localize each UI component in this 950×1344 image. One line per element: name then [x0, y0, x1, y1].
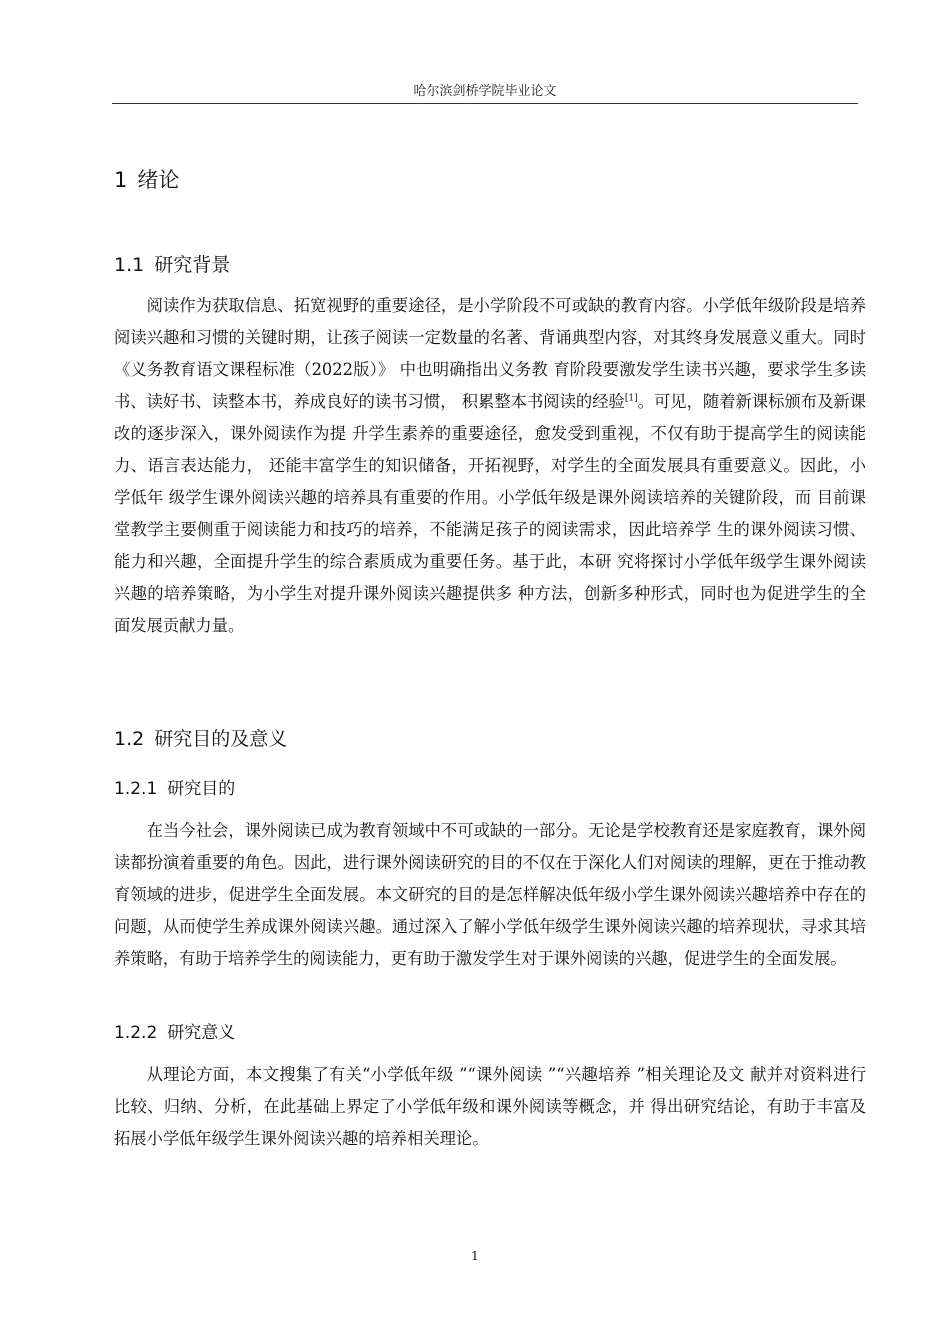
background-paragraph — [114, 290, 866, 642]
running-header: 哈尔滨剑桥学院毕业论文 — [413, 84, 557, 99]
subsection-number: 1.2.1 — [114, 779, 158, 799]
subsection-heading-1-2-1 — [114, 774, 235, 799]
chapter-title: 绪论 — [137, 168, 180, 192]
purpose-paragraph: 在当今社会，课外阅读已成为教育领域中不可或缺的一部分。无论是学校教育还是家庭教育，课外阅读都扮演着重要的角色。因此，进行课外阅读研究的目的不仅在于深化人们对阅读的理解，更在于推动教育领域的进步，促进学生全面发展。本文研究的目的是怎样解决低年级小学生课外阅读兴趣培养中存在的问题，从而使学生养成课外阅读兴趣。通过深入了解小学低年级学生课外阅读兴趣的培养现状，寻求其培养策略，有助于培养学生的阅读能力，更有助于激发学生对于课外阅读的兴趣，促进学生的全面发展。 — [114, 821, 866, 968]
page-number: 1 — [471, 1249, 479, 1263]
section-heading-1-1 — [114, 250, 230, 277]
subsection-title: 研究目的 — [167, 779, 236, 799]
subsection-heading-1-2-2 — [114, 1018, 235, 1043]
section-number: 1.1 — [114, 254, 145, 276]
citation-reference: [1] — [624, 393, 638, 404]
section-number: 1.2 — [114, 728, 145, 750]
subsection-title: 研究意义 — [167, 1023, 236, 1043]
subsection-number: 1.2.2 — [114, 1023, 158, 1043]
section-title: 研究背景 — [154, 254, 231, 276]
section-title: 研究目的及意义 — [154, 728, 288, 750]
background-text-part1: 阅读作为获取信息、拓宽视野的重要途径，是小学阶段不可或缺的教育内容。小学低年级阶段是培养阅读兴趣和习惯的关键时期，让孩子阅读一定数量的名著、背诵典型内容，对其终身发展意义重大。同时《义务教育语文课程标准（2022版）》 中也明确指出义务教 育阶段要激发学生读书兴趣，要求学生多读书、读好书、读整本书，养成良好的读书习惯， 积累整本书阅读的经验 — [114, 296, 866, 411]
background-text-part2: 。可见，随着新课标颁布及新课改的逐步深入，课外阅读作为提 升学生素养的重要途径，愈发受到重视，不仅有助于提高学生的阅读能力、语言表达能力， 还能丰富学生的知识储备，开拓视野，对学生的全面发展具有重要意义。因此，小学低年 级学生课外阅读兴趣的培养具有重要的作用。小学低年级是课外阅读培养的关键阶段，而 目前课堂教学主要侧重于阅读能力和技巧的培养，不能满足孩子的阅读需求，因此培养学 生的课外阅读习惯、能力和兴趣，全面提升学生的综合素质成为重要任务。基于此，本研 究将探讨小学低年级学生课外阅读兴趣的培养策略，为小学生对提升课外阅读兴趣提供多 种方法，创新多种形式，同时也为促进学生的全面发展贡献力量。 — [114, 392, 866, 635]
chapter-heading — [114, 164, 179, 194]
chapter-number: 1 — [114, 168, 128, 192]
section-heading-1-2 — [114, 724, 287, 751]
header-rule — [112, 103, 858, 104]
significance-paragraph: 从理论方面，本文搜集了有关“小学低年级 ”“课外阅读 ”“兴趣培养 ”相关理论及文 献并对资料进行比较、归纳、分析，在此基础上界定了小学低年级和课外阅读等概念，并 得出研究结论，有助于丰富及拓展小学低年级学生课外阅读兴趣的培养相关理论。 — [114, 1065, 866, 1148]
